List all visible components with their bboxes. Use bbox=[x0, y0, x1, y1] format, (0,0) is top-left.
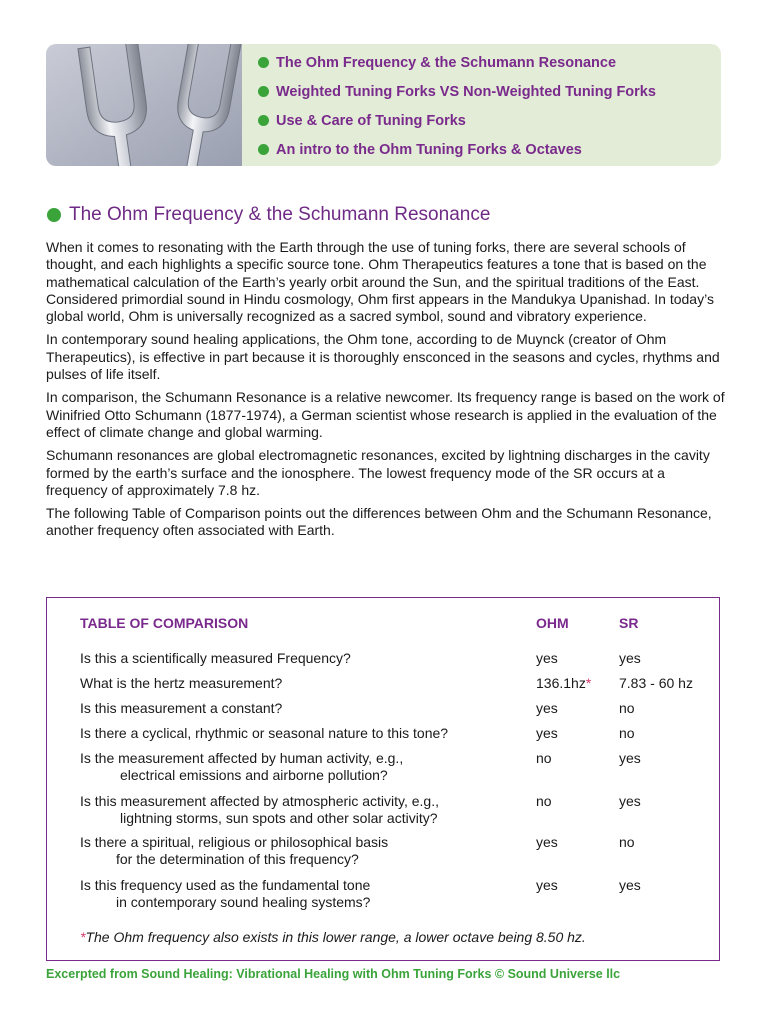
tuning-forks-photo bbox=[46, 44, 242, 166]
paragraph: In contemporary sound healing applications, the Ohm tone, according to de Muynck (creator of Ohm Therapeutics), is effective in part because it is thoroughly ensconced in the seasons and cycles, rhythms and pulses of life itself. bbox=[46, 331, 720, 383]
body-text bbox=[46, 239, 726, 546]
bullet-icon bbox=[258, 86, 269, 97]
paragraph: Schumann resonances are global electromagnetic resonances, excited by lightning discharges in the cavity formed by the earth’s surface and the ionosphere. The lowest frequency mode of the SR occurs at a frequency of approximately 7.8 hz. bbox=[46, 447, 710, 498]
sr-column-header: SR bbox=[619, 615, 639, 631]
asterisk-mark: * bbox=[80, 929, 86, 945]
toc-item: Weighted Tuning Forks VS Non-Weighted Tuning Forks bbox=[258, 77, 656, 106]
paragraph: When it comes to resonating with the Earth through the use of tuning forks, there are several schools of thought, and each highlights a specific source tone. Ohm Therapeutics features a tone that is based on the mathematical calculation of the Earth’s yearly orbit around the Sun, and the spiritual traditions of the East. Considered primordial sound in Hindu cosmology, Ohm first appears in the Mandukya Upanishad. In today’s global world, Ohm is universally recognized as a sacred symbol, sound and vibratory experience. bbox=[46, 239, 714, 325]
bullet-icon bbox=[258, 115, 269, 126]
toc-item: Use & Care of Tuning Forks bbox=[258, 106, 656, 135]
paragraph: In comparison, the Schumann Resonance is a relative newcomer. Its frequency range is based on the work of Winifried Otto Schumann (1877-1974), a German scientist whose research is applied in the evaluation of the effect of climate change and global warming. bbox=[46, 389, 725, 440]
comparison-table: TABLE OF COMPARISON OHM SR Is this a scientifically measured Frequency? yes yes What is the hertz measurement? 136.1hz* 7.83 - 60 hz Is this measurement a constant? yes no Is there a cyclical, rhythmic or seasonal nature to this tone? yes no Is the measurement affected by human activity, e.g., electrical emissions and airborne pollution? no yes Is this measurement affected by atmospheric activity, e.g., lightning storms, sun spots and other solar activity? no yes Is there a spiritual, religious or philosophical basis for the determination of this frequency? yes no Is this frequency used as the fundamental tone in contemporary sound healing systems? yes yes *The Ohm frequency also exists in this lower range, a lower octave being 8.50 hz. bbox=[46, 597, 720, 961]
ohm-column-header: OHM bbox=[536, 615, 569, 631]
table-title: TABLE OF COMPARISON bbox=[80, 615, 249, 631]
header-panel bbox=[46, 44, 721, 166]
paragraph: The following Table of Comparison points out the differences between Ohm and the Schumann Resonance, another frequency often associated with Earth. bbox=[46, 505, 712, 539]
section-title: The Ohm Frequency & the Schumann Resonance bbox=[47, 204, 490, 226]
bullet-icon bbox=[47, 208, 61, 222]
credit-line: Excerpted from Sound Healing: Vibrational Healing with Ohm Tuning Forks © Sound Universe llc bbox=[46, 967, 621, 981]
toc-item: An intro to the Ohm Tuning Forks & Octaves bbox=[258, 135, 656, 164]
toc-item: The Ohm Frequency & the Schumann Resonance bbox=[258, 48, 656, 77]
bullet-icon bbox=[258, 57, 269, 68]
bullet-icon bbox=[258, 144, 269, 155]
toc-list bbox=[258, 48, 656, 164]
table-footnote: *The Ohm frequency also exists in this lower range, a lower octave being 8.50 hz. bbox=[80, 929, 586, 945]
asterisk-mark: * bbox=[585, 675, 592, 691]
